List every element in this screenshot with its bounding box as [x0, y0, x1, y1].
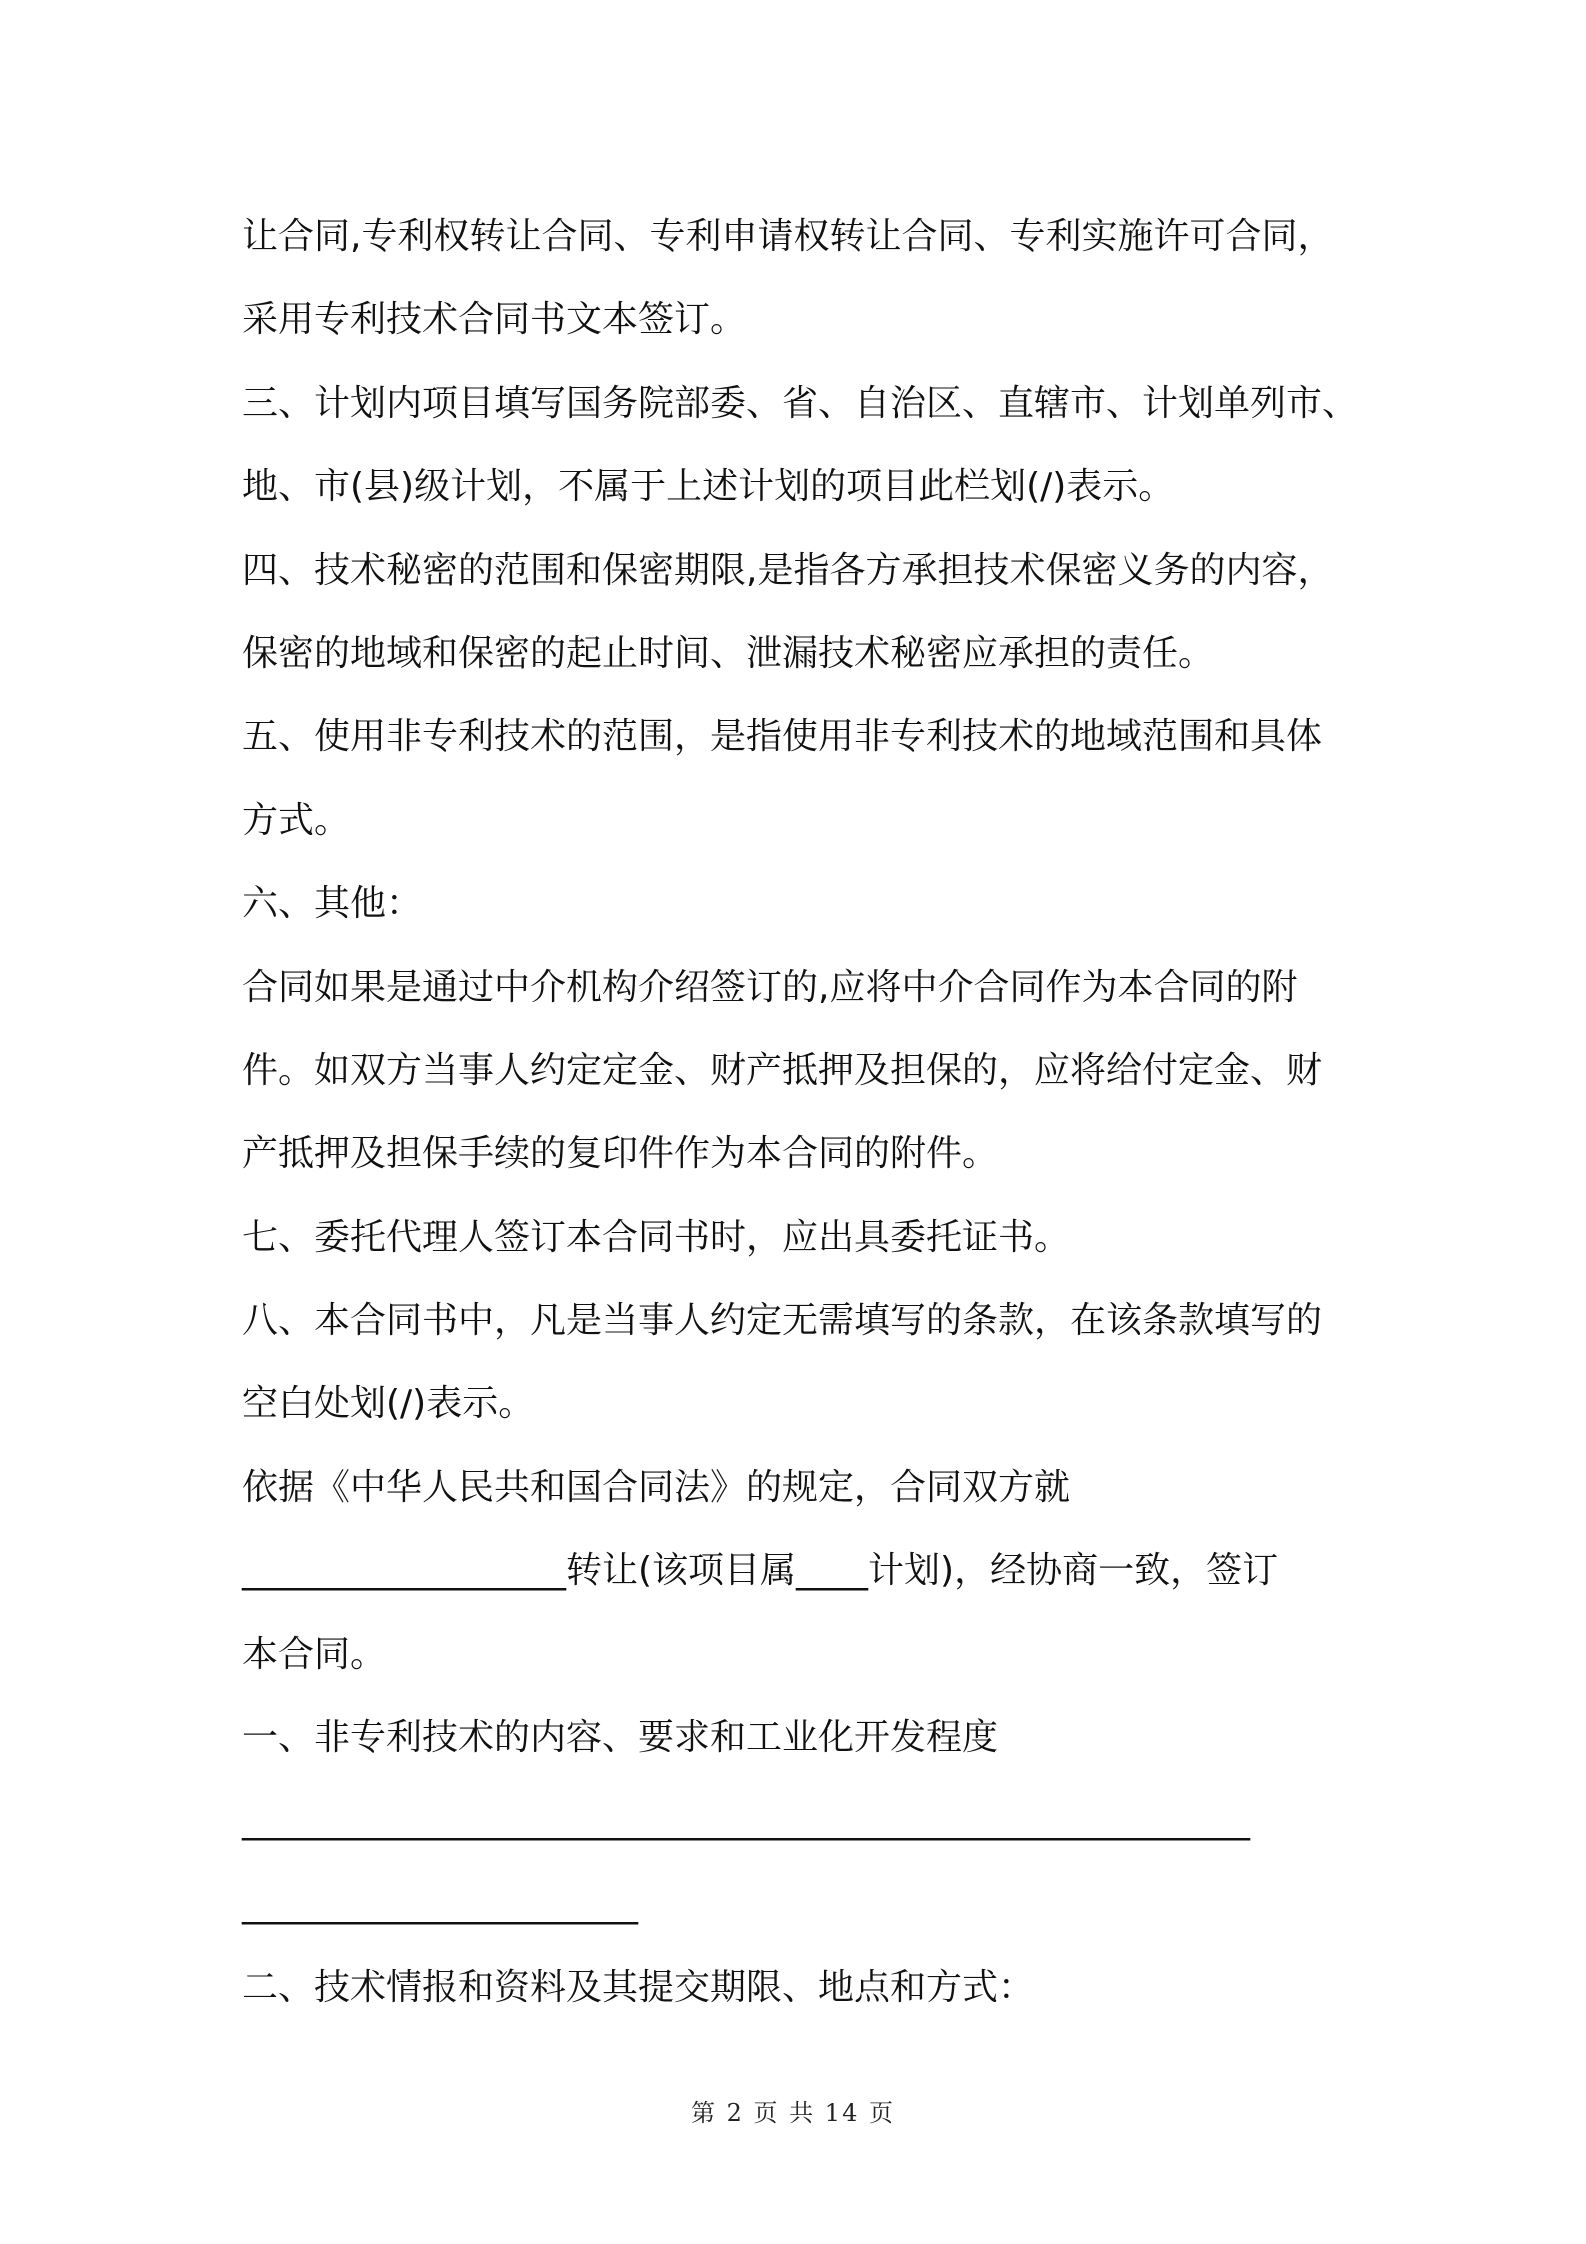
text-line: 空白处划(/)表示。: [242, 1383, 535, 1425]
text-line: 五、使用非专利技术的范围，是指使用非专利技术的地域范围和具体: [242, 716, 1323, 758]
text-line: 八、本合同书中，凡是当事人约定无需填写的条款，在该条款填写的: [242, 1300, 1323, 1342]
text-line: 合同如果是通过中介机构介绍签订的,应将中介合同作为本合同的附: [242, 966, 1298, 1008]
page-number-footer: 第 2 页 共 14 页: [691, 2099, 895, 2127]
text-line: 三、计划内项目填写国务院部委、省、自治区、直辖市、计划单列市、: [242, 382, 1359, 424]
text-line: 地、市(县)级计划，不属于上述计划的项目此栏划(/)表示。: [242, 466, 1175, 508]
text-line: __________________转让(该项目属____计划)，经协商一致，签订: [242, 1550, 1279, 1592]
text-line: 四、技术秘密的范围和保密期限,是指各方承担技术保密义务的内容，: [242, 549, 1334, 591]
text-line: 一、非专利技术的内容、要求和工业化开发程度: [242, 1717, 999, 1759]
text-line: ______________________: [242, 1883, 638, 1925]
text-line: 二、技术情报和资料及其提交期限、地点和方式：: [242, 1967, 1035, 2009]
text-line: 产抵押及担保手续的复印件作为本合同的附件。: [242, 1133, 999, 1175]
document-body: [242, 195, 1362, 2030]
text-line: 采用专利技术合同书文本签订。: [242, 299, 747, 341]
text-line: 七、委托代理人签订本合同书时，应出具委托证书。: [242, 1216, 1071, 1258]
text-line: ________________________________________________________: [242, 1800, 1250, 1842]
text-line: 六、其他：: [242, 883, 423, 925]
text-line: 依据《中华人民共和国合同法》的规定，合同双方就: [242, 1466, 1071, 1508]
text-line: 保密的地域和保密的起止时间、泄漏技术秘密应承担的责任。: [242, 632, 1215, 674]
text-line: 方式。: [242, 799, 351, 841]
text-line: 让合同,专利权转让合同、专利申请权转让合同、专利实施许可合同，: [242, 216, 1334, 257]
text-line: 件。如双方当事人约定定金、财产抵押及担保的，应将给付定金、财: [242, 1049, 1323, 1091]
text-line: 本合同。: [242, 1633, 387, 1675]
